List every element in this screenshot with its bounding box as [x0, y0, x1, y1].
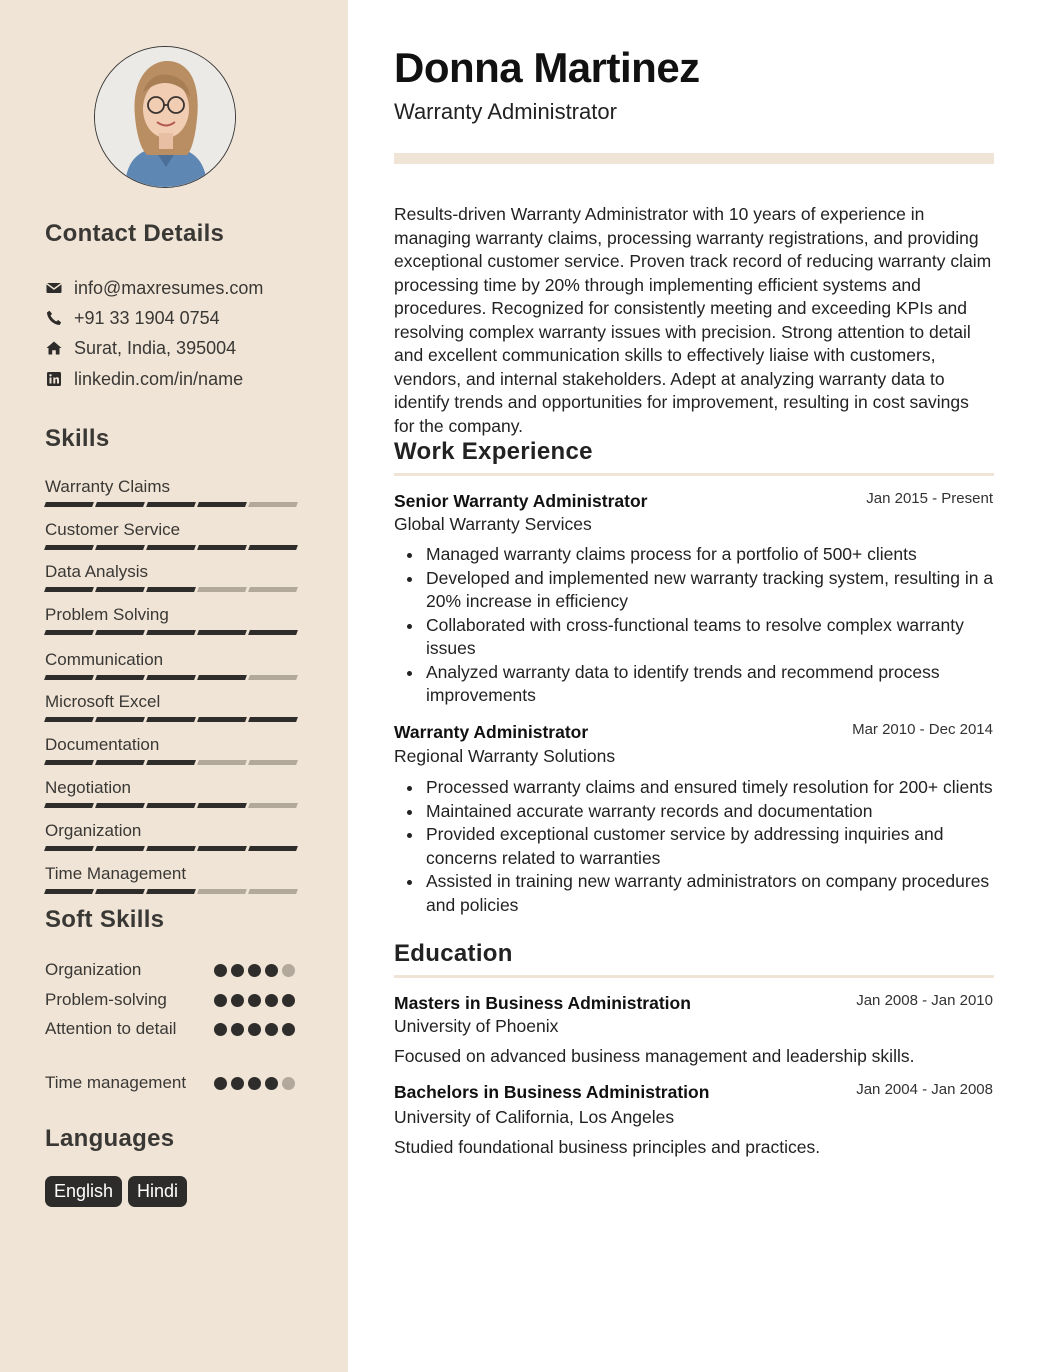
- job-bullet: Processed warranty claims and ensured timely resolution for 200+ clients: [426, 776, 996, 800]
- skill-label: Time Management: [45, 864, 187, 883]
- skill-bar-empty: [197, 889, 247, 894]
- school-name: University of Phoenix: [394, 1016, 559, 1036]
- job-bullet: Assisted in training new warranty administrators on company procedures and policies: [426, 870, 996, 917]
- rating-dot-filled: [282, 994, 295, 1007]
- job-bullet: Managed warranty claims process for a portfolio of 500+ clients: [426, 543, 996, 567]
- rating-dot-filled: [231, 964, 244, 977]
- skill-bar-filled: [197, 502, 247, 507]
- skill-item: [45, 520, 303, 550]
- soft-skill-label: Time management: [45, 1073, 187, 1092]
- skill-bar-filled: [146, 803, 196, 808]
- skill-bar-empty: [248, 889, 298, 894]
- skill-bar-filled: [95, 675, 145, 680]
- soft-skill-item: [45, 1017, 303, 1041]
- skill-item: [45, 562, 303, 592]
- skill-bar-filled: [95, 889, 145, 894]
- skill-bar-filled: [248, 846, 298, 851]
- skill-bar-empty: [248, 675, 298, 680]
- skill-level-bars: [45, 587, 303, 592]
- soft-skill-item: [45, 958, 303, 982]
- summary: Results-driven Warranty Administrator with 10 years of experience in managing warranty claims, processing warranty registrations, and providing exceptional customer service. Proven track record of reducing warranty claim processing time by 20% through implementing efficient systems and procedures. Recognized for consistently meeting and exceeding KPIs and resolving complex warranty issues with precision. Strong attention to detail and excellent communication skills to effectively liaise with customers, vendors, and internal stakeholders. Adept at analyzing warranty data to identify trends and opportunities for improvement, resulting in cost savings for the company.: [394, 204, 992, 436]
- skill-bar-filled: [44, 846, 94, 851]
- skill-label: Problem Solving: [45, 605, 169, 624]
- degree-dates: Jan 2004 - Jan 2008: [856, 1081, 993, 1098]
- skill-bar-filled: [248, 630, 298, 635]
- language-badge: English: [45, 1176, 122, 1207]
- skill-bar-filled: [44, 760, 94, 765]
- rating-dot-filled: [214, 964, 227, 977]
- skill-bar-empty: [197, 587, 247, 592]
- job-company: Regional Warranty Solutions: [394, 746, 616, 766]
- skill-bar-filled: [44, 630, 94, 635]
- skill-bar-filled: [95, 717, 145, 722]
- rating-dot-filled: [231, 1077, 244, 1090]
- skill-item: [45, 477, 303, 507]
- soft-skill-label: Problem-solving: [45, 990, 167, 1009]
- contact-address: [45, 336, 236, 360]
- skill-bar-filled: [146, 846, 196, 851]
- skill-bar-filled: [95, 846, 145, 851]
- job-dates: Jan 2015 - Present: [866, 490, 993, 507]
- skill-level-bars: [45, 889, 303, 894]
- skill-label: Organization: [45, 821, 142, 840]
- job-bullet: Maintained accurate warranty records and documentation: [426, 800, 996, 824]
- contact-email-text: info@maxresumes.com: [74, 277, 264, 298]
- contact-phone[interactable]: [45, 306, 220, 330]
- candidate-title: Warranty Administrator: [394, 99, 617, 124]
- job-bullet: Analyzed warranty data to identify trends and recommend process improvements: [426, 661, 996, 708]
- skill-bar-filled: [95, 545, 145, 550]
- soft-skill-rating: [214, 994, 299, 1007]
- skill-bar-filled: [95, 760, 145, 765]
- job-title: Senior Warranty Administrator: [394, 491, 648, 511]
- skill-level-bars: [45, 545, 303, 550]
- soft-skill-rating: [214, 964, 299, 977]
- skill-bar-filled: [146, 889, 196, 894]
- job-dates: Mar 2010 - Dec 2014: [852, 721, 993, 738]
- job-bullet: Provided exceptional customer service by addressing inquiries and concerns related to warranties: [426, 823, 996, 870]
- envelope-icon: [45, 279, 63, 297]
- skill-bar-empty: [248, 803, 298, 808]
- skill-level-bars: [45, 846, 303, 851]
- work-divider: [394, 473, 994, 476]
- profile-photo: [94, 46, 236, 188]
- skill-bar-filled: [95, 630, 145, 635]
- rating-dot-empty: [282, 964, 295, 977]
- rating-dot-filled: [214, 1023, 227, 1036]
- skill-item: [45, 692, 303, 722]
- skill-bar-empty: [197, 760, 247, 765]
- rating-dot-filled: [265, 994, 278, 1007]
- degree-title: Masters in Business Administration: [394, 993, 691, 1013]
- skill-level-bars: [45, 502, 303, 507]
- degree-dates: Jan 2008 - Jan 2010: [856, 992, 993, 1009]
- contact-address-text: Surat, India, 395004: [74, 337, 237, 358]
- skill-bar-filled: [44, 587, 94, 592]
- skill-item: [45, 735, 303, 765]
- soft-skill-label: Organization: [45, 960, 142, 979]
- education-heading: Education: [394, 940, 513, 967]
- skill-label: Communication: [45, 650, 164, 669]
- rating-dot-filled: [248, 1077, 261, 1090]
- skills-heading: Skills: [45, 425, 110, 452]
- rating-dot-filled: [265, 964, 278, 977]
- skill-label: Microsoft Excel: [45, 692, 161, 711]
- skill-bar-filled: [146, 675, 196, 680]
- job-title: Warranty Administrator: [394, 722, 589, 742]
- job-company: Global Warranty Services: [394, 514, 592, 534]
- linkedin-icon: [45, 370, 63, 388]
- contact-email[interactable]: [45, 276, 263, 300]
- skill-bar-filled: [197, 545, 247, 550]
- skill-label: Customer Service: [45, 520, 181, 539]
- degree-description: Studied foundational business principles and practices.: [394, 1137, 821, 1157]
- soft-skill-item: [45, 1071, 303, 1095]
- skill-bar-filled: [146, 760, 196, 765]
- skill-bar-filled: [197, 803, 247, 808]
- skill-bar-filled: [197, 675, 247, 680]
- skill-level-bars: [45, 675, 303, 680]
- skill-item: [45, 605, 303, 635]
- skill-level-bars: [45, 630, 303, 635]
- soft-skills-heading: Soft Skills: [45, 906, 165, 933]
- sidebar: [0, 0, 348, 1372]
- skill-label: Warranty Claims: [45, 477, 170, 496]
- skill-bar-filled: [197, 630, 247, 635]
- phone-icon: [45, 309, 63, 327]
- soft-skill-item: [45, 988, 303, 1012]
- languages-heading: Languages: [45, 1125, 175, 1152]
- rating-dot-filled: [265, 1077, 278, 1090]
- degree-title: Bachelors in Business Administration: [394, 1082, 710, 1102]
- header-divider: [394, 153, 994, 164]
- rating-dot-filled: [248, 1023, 261, 1036]
- skill-bar-filled: [146, 717, 196, 722]
- job-bullets: [426, 543, 996, 708]
- rating-dot-filled: [231, 1023, 244, 1036]
- job-bullet: Developed and implemented new warranty tracking system, resulting in a 20% increase in efficiency: [426, 567, 996, 614]
- soft-skill-label: Attention to detail: [45, 1019, 177, 1038]
- contact-linkedin[interactable]: [45, 367, 243, 391]
- skill-bar-filled: [197, 846, 247, 851]
- job-bullet: Collaborated with cross-functional teams to resolve complex warranty issues: [426, 614, 996, 661]
- rating-dot-filled: [248, 994, 261, 1007]
- contact-phone-text: +91 33 1904 0754: [74, 307, 220, 328]
- skill-bar-filled: [95, 587, 145, 592]
- skill-bar-empty: [248, 760, 298, 765]
- skill-level-bars: [45, 760, 303, 765]
- language-badge: Hindi: [128, 1176, 187, 1207]
- rating-dot-filled: [248, 964, 261, 977]
- skill-bar-empty: [248, 587, 298, 592]
- contact-linkedin-text: linkedin.com/in/name: [74, 368, 244, 389]
- skill-bar-filled: [44, 502, 94, 507]
- skill-item: [45, 864, 303, 894]
- home-icon: [45, 339, 63, 357]
- school-name: University of California, Los Angeles: [394, 1107, 675, 1127]
- skill-level-bars: [45, 717, 303, 722]
- rating-dot-filled: [231, 994, 244, 1007]
- skill-bar-filled: [44, 717, 94, 722]
- skill-label: Documentation: [45, 735, 160, 754]
- skill-level-bars: [45, 803, 303, 808]
- soft-skill-rating: [214, 1023, 299, 1036]
- skill-item: [45, 821, 303, 851]
- rating-dot-empty: [282, 1077, 295, 1090]
- skill-bar-filled: [197, 717, 247, 722]
- degree-description: Focused on advanced business management and leadership skills.: [394, 1046, 915, 1066]
- job-bullets: [426, 776, 996, 917]
- skill-bar-filled: [248, 717, 298, 722]
- skill-bar-filled: [146, 502, 196, 507]
- education-divider: [394, 975, 994, 978]
- skill-bar-filled: [146, 587, 196, 592]
- rating-dot-filled: [214, 1077, 227, 1090]
- skill-item: [45, 650, 303, 680]
- skill-bar-filled: [44, 889, 94, 894]
- skill-bar-filled: [44, 675, 94, 680]
- skill-bar-filled: [95, 803, 145, 808]
- skill-bar-filled: [248, 545, 298, 550]
- rating-dot-filled: [282, 1023, 295, 1036]
- rating-dot-filled: [265, 1023, 278, 1036]
- candidate-name: Donna Martinez: [394, 44, 700, 91]
- skill-bar-filled: [44, 803, 94, 808]
- contact-heading: Contact Details: [45, 220, 225, 247]
- skill-bar-filled: [95, 502, 145, 507]
- skill-bar-filled: [146, 545, 196, 550]
- work-heading: Work Experience: [394, 438, 593, 465]
- skill-item: [45, 778, 303, 808]
- soft-skill-rating: [214, 1077, 299, 1090]
- skill-label: Data Analysis: [45, 562, 148, 581]
- skill-bar-filled: [44, 545, 94, 550]
- skill-label: Negotiation: [45, 778, 132, 797]
- rating-dot-filled: [214, 994, 227, 1007]
- skill-bar-empty: [248, 502, 298, 507]
- skill-bar-filled: [146, 630, 196, 635]
